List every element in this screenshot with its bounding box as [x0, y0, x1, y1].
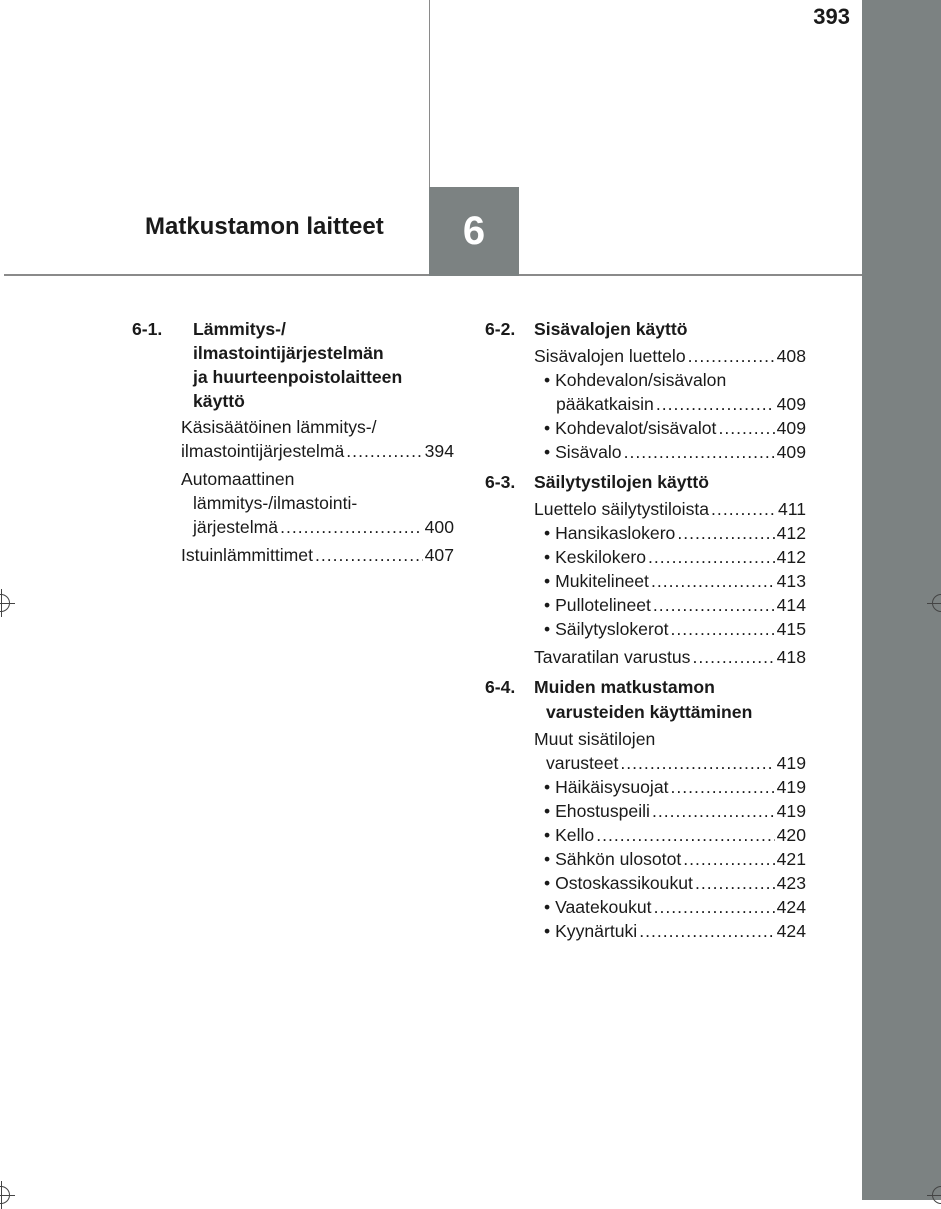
dot-leader: [651, 569, 775, 593]
subentry-line[interactable]: [544, 919, 806, 943]
dot-leader: [692, 645, 774, 669]
entry-line: Muut sisätilojen: [534, 729, 656, 749]
page-ref: 408: [776, 346, 806, 366]
dot-leader: [346, 439, 422, 463]
page-ref: 414: [776, 595, 806, 615]
page-ref: 424: [776, 897, 806, 917]
dot-leader: [654, 895, 775, 919]
entry-line-text: Mukitelineet: [555, 571, 649, 591]
dot-leader: [652, 799, 775, 823]
entry-line-text: ilmastointijärjestelmä: [181, 441, 345, 461]
section-heading: [485, 470, 806, 495]
entry-line: lämmitys-/ilmastointi-: [193, 493, 358, 513]
dot-leader: [677, 521, 774, 545]
section-title-line: käyttö: [193, 391, 245, 411]
page-ref: 400: [424, 517, 454, 537]
subentry-line[interactable]: [544, 440, 806, 464]
bullet: •: [544, 897, 551, 917]
page-ref: 411: [777, 499, 806, 519]
toc-right-column: [485, 317, 806, 943]
entry-line-text: pääkatkaisin: [556, 394, 654, 414]
entry-line: [534, 751, 806, 775]
subentry-line[interactable]: [544, 593, 806, 617]
dot-leader: [653, 593, 775, 617]
entry-line-text: Kyynärtuki: [555, 921, 638, 941]
entry-line: [534, 497, 806, 521]
bullet: •: [544, 418, 551, 438]
page-ref: 394: [424, 441, 454, 461]
entry-line-text: Sähkön ulosotot: [555, 849, 682, 869]
subentry-line[interactable]: [544, 799, 806, 823]
bullet: •: [544, 619, 551, 639]
dot-leader: [656, 392, 775, 416]
dot-leader: [671, 775, 775, 799]
dot-leader: [280, 515, 423, 539]
chapter-number: 6: [429, 187, 519, 276]
page-ref: 418: [776, 647, 806, 667]
entry-line: [534, 344, 806, 368]
bullet: •: [544, 921, 551, 941]
entry-line-text: Keskilokero: [555, 547, 647, 567]
subentry-line[interactable]: [544, 416, 806, 440]
subentry-line[interactable]: [544, 775, 806, 799]
page-ref: 412: [776, 523, 806, 543]
section-title-line: varusteiden käyttäminen: [546, 702, 753, 722]
page-ref: 419: [776, 753, 806, 773]
page-ref: 409: [776, 442, 806, 462]
page-ref: 423: [776, 873, 806, 893]
toc-subentries: [544, 521, 806, 641]
entry-line-text: Sisävalojen luettelo: [534, 346, 686, 366]
subentry-line[interactable]: [544, 847, 806, 871]
toc-section: [132, 317, 454, 567]
dot-leader: [596, 823, 774, 847]
vertical-rule: [429, 0, 430, 188]
toc-section: [485, 317, 806, 464]
bullet: •: [544, 370, 551, 390]
entry-line: [181, 515, 454, 539]
entry-line-text: Tavaratilan varustus: [534, 647, 691, 667]
entry-line-text: Vaatekoukut: [555, 897, 652, 917]
section-title: [193, 317, 454, 413]
entry-line-text: Säilytyslokerot: [555, 619, 669, 639]
page-ref: 424: [776, 921, 806, 941]
entry-line-text: Kello: [555, 825, 595, 845]
registration-mark-icon: [0, 1186, 10, 1204]
toc-entry[interactable]: [181, 543, 454, 567]
section-title-line: ja huurteenpoistolaitteen: [193, 367, 403, 387]
bullet: •: [544, 825, 551, 845]
entry-line-text: Ehostuspeili: [555, 801, 650, 821]
section-number: 6-4.: [485, 677, 516, 697]
dot-leader: [671, 617, 775, 641]
dot-leader: [683, 847, 774, 871]
subentry-line[interactable]: [544, 871, 806, 895]
bullet: •: [544, 801, 551, 821]
dot-leader: [688, 344, 775, 368]
page-ref: 412: [776, 547, 806, 567]
page-number: 393: [813, 4, 850, 29]
bullet: •: [544, 873, 551, 893]
toc-section: [485, 675, 806, 943]
section-heading: [485, 317, 806, 342]
toc-entry[interactable]: [534, 497, 806, 641]
side-tab: [862, 0, 941, 1200]
subentry-line[interactable]: [544, 521, 806, 545]
dot-leader: [648, 545, 775, 569]
toc-subentries: [544, 368, 806, 464]
dot-leader: [639, 919, 774, 943]
bullet: •: [544, 442, 551, 462]
subentry-line[interactable]: [544, 895, 806, 919]
bullet: •: [544, 777, 551, 797]
entry-line: Automaattinen: [181, 469, 295, 489]
subentry-line[interactable]: [544, 392, 806, 416]
page-ref: 419: [776, 801, 806, 821]
entry-line: Käsisäätöinen lämmitys-/: [181, 417, 377, 437]
entry-line-text: Hansikaslokero: [555, 523, 676, 543]
section-title: Säilytystilojen käyttö: [534, 472, 710, 492]
entry-line: [534, 645, 806, 669]
section-number: 6-1.: [132, 319, 163, 339]
toc-entry[interactable]: [534, 344, 806, 464]
bullet: •: [544, 547, 551, 567]
section-number: 6-3.: [485, 472, 516, 492]
section-title-line: ilmastointijärjestelmän: [193, 343, 384, 363]
subentry-line[interactable]: [544, 569, 806, 593]
dot-leader: [315, 543, 423, 567]
dot-leader: [624, 440, 775, 464]
page-ref: 413: [776, 571, 806, 591]
dot-leader: [711, 497, 776, 521]
section-title-line: Muiden matkustamon: [534, 677, 715, 697]
page-ref: 420: [776, 825, 806, 845]
entry-line-text: Sisävalo: [555, 442, 622, 462]
entry-line-text: Häikäisysuojat: [555, 777, 669, 797]
page-ref: 419: [776, 777, 806, 797]
page-ref: 415: [776, 619, 806, 639]
entry-line-text: Ostoskassikoukut: [555, 873, 693, 893]
entry-line-text: Luettelo säilytystiloista: [534, 499, 710, 519]
registration-mark-icon: [932, 1186, 941, 1204]
bullet: •: [544, 849, 551, 869]
section-number: 6-2.: [485, 319, 516, 339]
toc-entry[interactable]: [534, 645, 806, 669]
entry-line: [181, 543, 454, 567]
subentry-line[interactable]: [544, 368, 806, 392]
page-ref: 421: [776, 849, 806, 869]
toc-subentries: [544, 775, 806, 943]
subentry-line[interactable]: [544, 823, 806, 847]
page-ref: 407: [424, 545, 454, 565]
entry-line-text: varusteet: [546, 753, 619, 773]
entry-line-text: Pullotelineet: [555, 595, 651, 615]
chapter-title: Matkustamon laitteet: [145, 213, 384, 240]
subentry-line[interactable]: [544, 545, 806, 569]
entry-line-text: Kohdevalon/sisävalon: [555, 370, 727, 390]
toc-entry[interactable]: [534, 727, 806, 943]
entry-line-text: järjestelmä: [193, 517, 279, 537]
section-title: Sisävalojen käyttö: [534, 319, 688, 339]
toc-entry[interactable]: [181, 415, 454, 463]
page-ref: 409: [776, 394, 806, 414]
toc-left-column: [132, 317, 454, 567]
bullet: •: [544, 523, 551, 543]
entry-line-text: Istuinlämmittimet: [181, 545, 313, 565]
section-heading: [132, 317, 454, 413]
section-heading: [485, 675, 806, 725]
dot-leader: [695, 871, 775, 895]
bullet: •: [544, 571, 551, 591]
section-title: [534, 675, 806, 725]
toc-section: [485, 470, 806, 669]
entry-line-text: Kohdevalot/sisävalot: [555, 418, 717, 438]
section-title-line: Lämmitys-/: [193, 319, 286, 339]
dot-leader: [718, 416, 774, 440]
dot-leader: [620, 751, 774, 775]
bullet: •: [544, 595, 551, 615]
entry-line: [181, 439, 454, 463]
subentry-line[interactable]: [544, 617, 806, 641]
toc-entry[interactable]: [181, 467, 454, 539]
page-ref: 409: [776, 418, 806, 438]
registration-mark-icon: [0, 594, 10, 612]
